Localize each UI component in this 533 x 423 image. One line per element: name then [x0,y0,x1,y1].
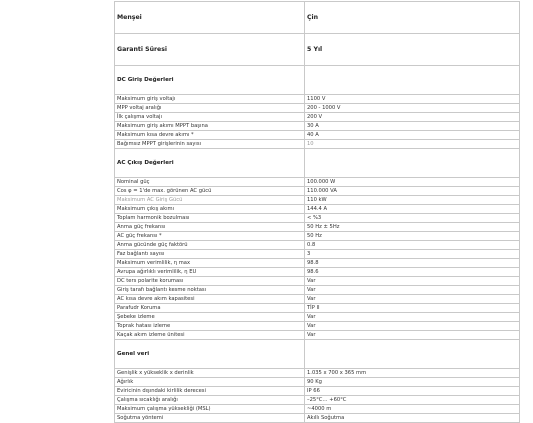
spec-row [115,196,520,205]
spec-row-label: Cos φ = 1'de max. görünen AC gücü [115,187,305,196]
spec-row [115,286,520,295]
spec-row [115,304,520,313]
spec-row [115,277,520,286]
spec-row-value: 10 [305,140,520,149]
spec-row-label: Toplam harmonik bozulması [115,214,305,223]
spec-row-label: Faz bağlantı sayısı [115,250,305,259]
spec-row-value: 30 A [305,122,520,131]
spec-row-value: IP 66 [305,387,520,396]
header-row-value: Çin [305,2,520,34]
spec-row-label: Toprak hatası izleme [115,322,305,331]
spec-row-label: Şebeke izleme [115,313,305,322]
spec-row [115,322,520,331]
spec-row-label: Eviricinin dışındaki kirlilik derecesi [115,387,305,396]
spec-row-value: 100.000 W [305,178,520,187]
spec-row-value: Var [305,313,520,322]
spec-row-value: 1.035 x 700 x 365 mm [305,369,520,378]
spec-row-value: Var [305,295,520,304]
header-row [115,2,520,34]
spec-row [115,331,520,340]
spec-row-value: TİP II [305,304,520,313]
spec-row [115,259,520,268]
spec-row-value: ~4000 m [305,405,520,414]
spec-row-value: 110 kW [305,196,520,205]
spec-row [115,122,520,131]
dc-section-heading-value [305,66,520,95]
spec-row-value: 50 Hz ± 5Hz [305,223,520,232]
spec-row-label: Giriş tarafı bağlantı kesme noktası [115,286,305,295]
spec-row-label: AC güç frekansı * [115,232,305,241]
spec-row [115,313,520,322]
spec-row [115,113,520,122]
spec-row-value: 144.4 A [305,205,520,214]
spec-row-value: 0.8 [305,241,520,250]
spec-row-label: Maksimum giriş akımı MPPT başına [115,122,305,131]
general-section-heading-label: Genel veri [115,340,305,369]
spec-row [115,104,520,113]
spec-row [115,396,520,405]
spec-row [115,131,520,140]
spec-row [115,268,520,277]
spec-row-label: Maksimum kısa devre akımı * [115,131,305,140]
header-row [115,34,520,66]
spec-row-value: 3 [305,250,520,259]
spec-row-value: Akıllı Soğutma [305,414,520,423]
spec-row-label: Ağırlık [115,378,305,387]
spec-table-body [115,2,520,423]
spec-row-label: Maksimum giriş voltajı [115,95,305,104]
spec-row-label: MPP voltaj aralığı [115,104,305,113]
spec-row [115,187,520,196]
spec-row-label: Kaçak akım izleme ünitesi [115,331,305,340]
spec-row-value: Var [305,277,520,286]
header-row-value: 5 Yıl [305,34,520,66]
ac-section-heading [115,149,520,178]
spec-row-value: 1100 V [305,95,520,104]
spec-row-label: Çalışma sıcaklığı aralığı [115,396,305,405]
general-section-heading [115,340,520,369]
ac-section-heading-label: AC Çıkış Değerleri [115,149,305,178]
spec-row-label: DC ters polarite koruması [115,277,305,286]
spec-row-label: AC kısa devre akım kapasitesi [115,295,305,304]
spec-row-label: Anma gücünde güç faktörü [115,241,305,250]
spec-row-value: Var [305,286,520,295]
spec-row-value: 98.6 [305,268,520,277]
spec-row [115,378,520,387]
spec-row-label: Maksimum çıkış akımı [115,205,305,214]
spec-row [115,295,520,304]
header-row-label: Garanti Süresi [115,34,305,66]
spec-row-value: 200 V [305,113,520,122]
spec-row-label: Avrupa ağırlıklı verimlilik, η EU [115,268,305,277]
spec-row [115,232,520,241]
spec-row-label: Parafudr Koruma [115,304,305,313]
spec-row-label: Bağımsız MPPT girişlerinin sayısı [115,140,305,149]
spec-row [115,405,520,414]
spec-row-label: Maksimum çalışma yüksekliği (MSL) [115,405,305,414]
spec-row [115,214,520,223]
spec-row-value: –25°C… +60°C [305,396,520,405]
header-row-label: Menşei [115,2,305,34]
spec-row [115,205,520,214]
spec-row-label: Soğutma yöntemi [115,414,305,423]
spec-row-value: 110.000 VA [305,187,520,196]
spec-row-value: < %3 [305,214,520,223]
spec-row-label: Genişlik x yükseklik x derinlik [115,369,305,378]
spec-row [115,95,520,104]
ac-section-heading-value [305,149,520,178]
spec-row [115,178,520,187]
general-section-heading-value [305,340,520,369]
spec-row-label: Nominal güç [115,178,305,187]
spec-row-value: 90 Kg [305,378,520,387]
spec-row [115,369,520,378]
spec-row [115,250,520,259]
spec-row [115,140,520,149]
spec-row-label: İlk çalışma voltajı [115,113,305,122]
spec-row-value: Var [305,331,520,340]
spec-row-value: Var [305,322,520,331]
dc-section-heading-label: DC Giriş Değerleri [115,66,305,95]
spec-table [114,1,520,423]
spec-row-label: Anma güç frekansı [115,223,305,232]
spec-row [115,387,520,396]
spec-row-value: 200 - 1000 V [305,104,520,113]
spec-row [115,241,520,250]
dc-section-heading [115,66,520,95]
spec-row [115,223,520,232]
spec-row-value: 98.8 [305,259,520,268]
spec-row-label: Maksimum AC Giriş Gücü [115,196,305,205]
spec-row-value: 40 A [305,131,520,140]
spec-row-value: 50 Hz [305,232,520,241]
spec-row-label: Maksimum verimlilik, η max [115,259,305,268]
